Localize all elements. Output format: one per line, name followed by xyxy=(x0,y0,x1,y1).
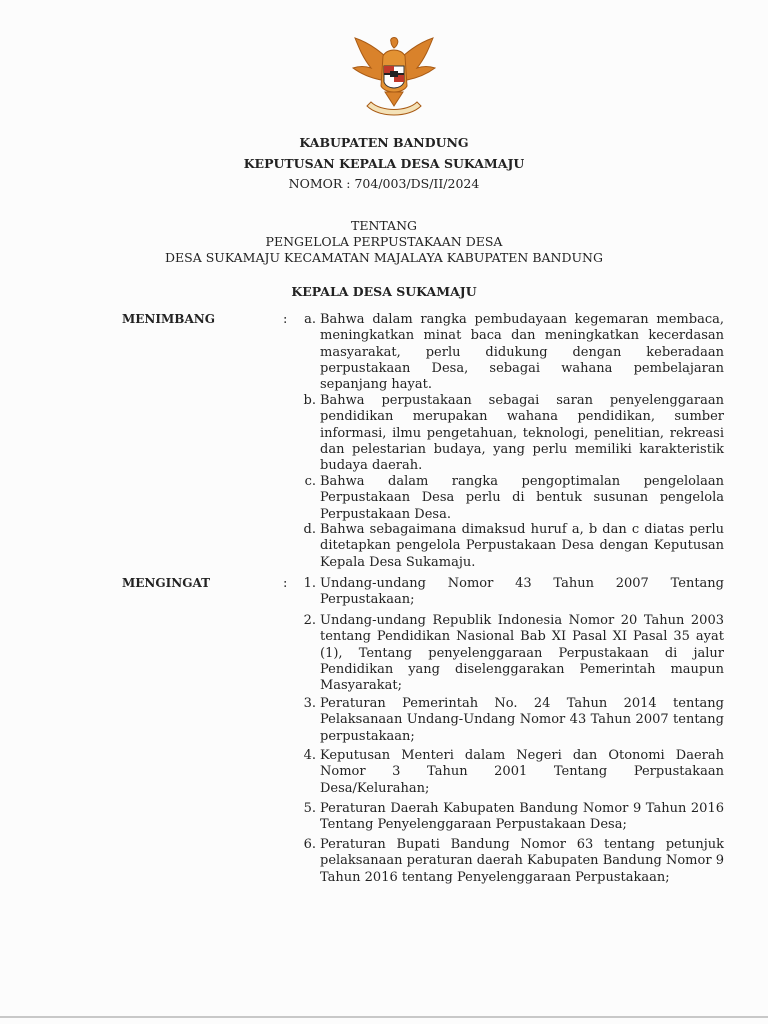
item-text: Peraturan Bupati Bandung Nomor 63 tentang petunjuk pelaksanaan peraturan daerah Kabupaten Bandung Nomor 9 Tahun 2016 tentang Penyelenggaraan Perpustakaan; xyxy=(320,837,724,885)
mengingat-label: MENGINGAT xyxy=(122,576,211,590)
menimbang-item xyxy=(290,474,724,523)
item-marker: 6. xyxy=(303,837,316,852)
item-marker: b. xyxy=(303,393,316,408)
page-bottom-divider xyxy=(0,1016,768,1018)
mengingat-item xyxy=(290,613,724,694)
item-text: Bahwa dalam rangka pembudayaan kegemaran membaca, meningkatkan minat baca dan meningkatkan kecerdasan masyarakat, perlu didukung dengan keberadaan perpustakaan Desa, sebagai wahana pembelajaran sepanjang hayat. xyxy=(320,312,724,393)
item-text: Undang-undang Republik Indonesia Nomor 20 Tahun 2003 tentang Pendidikan Nasional Bab XI Pasal XI Pasal 35 ayat (1), Tentang penyelenggaraan Perpustakaan di jalur Pendidikan yang diselenggarakan Pemerintah maupun Masyarakat; xyxy=(320,613,724,694)
subject-label: TENTANG xyxy=(350,218,417,233)
mengingat-item xyxy=(290,576,724,609)
menimbang-item xyxy=(290,312,724,393)
menimbang-colon: : xyxy=(283,312,288,327)
subject-title-line-2: DESA SUKAMAJU KECAMATAN MAJALAYA KABUPATEN BANDUNG xyxy=(165,250,603,265)
item-text: Bahwa perpustakaan sebagai saran penyelenggaraan pendidikan merupakan wahana pendidikan, sumber informasi, ilmu pengetahuan, teknologi, penelitian, rekreasi dan pelestarian budaya, yang perlu memiliki karakteristik budaya daerah. xyxy=(320,393,724,474)
decree-number: NOMOR : 704/003/DS/II/2024 xyxy=(288,176,480,191)
item-marker: d. xyxy=(303,522,316,537)
mengingat-item xyxy=(290,748,724,797)
menimbang-label: MENIMBANG xyxy=(122,312,215,326)
item-marker: c. xyxy=(304,474,316,489)
item-text: Keputusan Menteri dalam Negeri dan Otonomi Daerah Nomor 3 Tahun 2001 Tentang Perpustakaan Desa/Kelurahan; xyxy=(320,748,724,796)
mengingat-item xyxy=(290,801,724,834)
item-marker: 3. xyxy=(303,696,316,711)
menimbang-item xyxy=(290,522,724,571)
decree-title: KEPUTUSAN KEPALA DESA SUKAMAJU xyxy=(243,156,525,171)
regency-title: KABUPATEN BANDUNG xyxy=(299,135,469,150)
item-marker: 2. xyxy=(303,613,316,628)
menimbang-item xyxy=(290,393,724,474)
mengingat-item xyxy=(290,837,724,886)
item-text: Bahwa dalam rangka pengoptimalan pengelolaan Perpustakaan Desa perlu di bentuk susunan pengelola Perpustakaan Desa. xyxy=(320,474,724,522)
garuda-pancasila-emblem-icon xyxy=(345,34,443,122)
authority-title: KEPALA DESA SUKAMAJU xyxy=(291,284,477,299)
mengingat-colon: : xyxy=(283,576,288,591)
mengingat-item xyxy=(290,696,724,745)
item-marker: 1. xyxy=(303,576,316,591)
item-marker: 4. xyxy=(303,748,316,763)
item-text: Peraturan Pemerintah No. 24 Tahun 2014 tentang Pelaksanaan Undang-Undang Nomor 43 Tahun 2007 tentang perpustakaan; xyxy=(320,696,724,744)
item-marker: 5. xyxy=(303,801,316,816)
subject-title-line-1: PENGELOLA PERPUSTAKAAN DESA xyxy=(265,234,503,249)
item-text: Peraturan Daerah Kabupaten Bandung Nomor 9 Tahun 2016 Tentang Penyelenggaraan Perpustakaan Desa; xyxy=(320,801,724,833)
item-text: Bahwa sebagaimana dimaksud huruf a, b dan c diatas perlu ditetapkan pengelola Perpustakaan Desa dengan Keputusan Kepala Desa Sukamaju. xyxy=(320,522,724,570)
item-marker: a. xyxy=(304,312,316,327)
item-text: Undang-undang Nomor 43 Tahun 2007 Tentang Perpustakaan; xyxy=(320,576,724,608)
